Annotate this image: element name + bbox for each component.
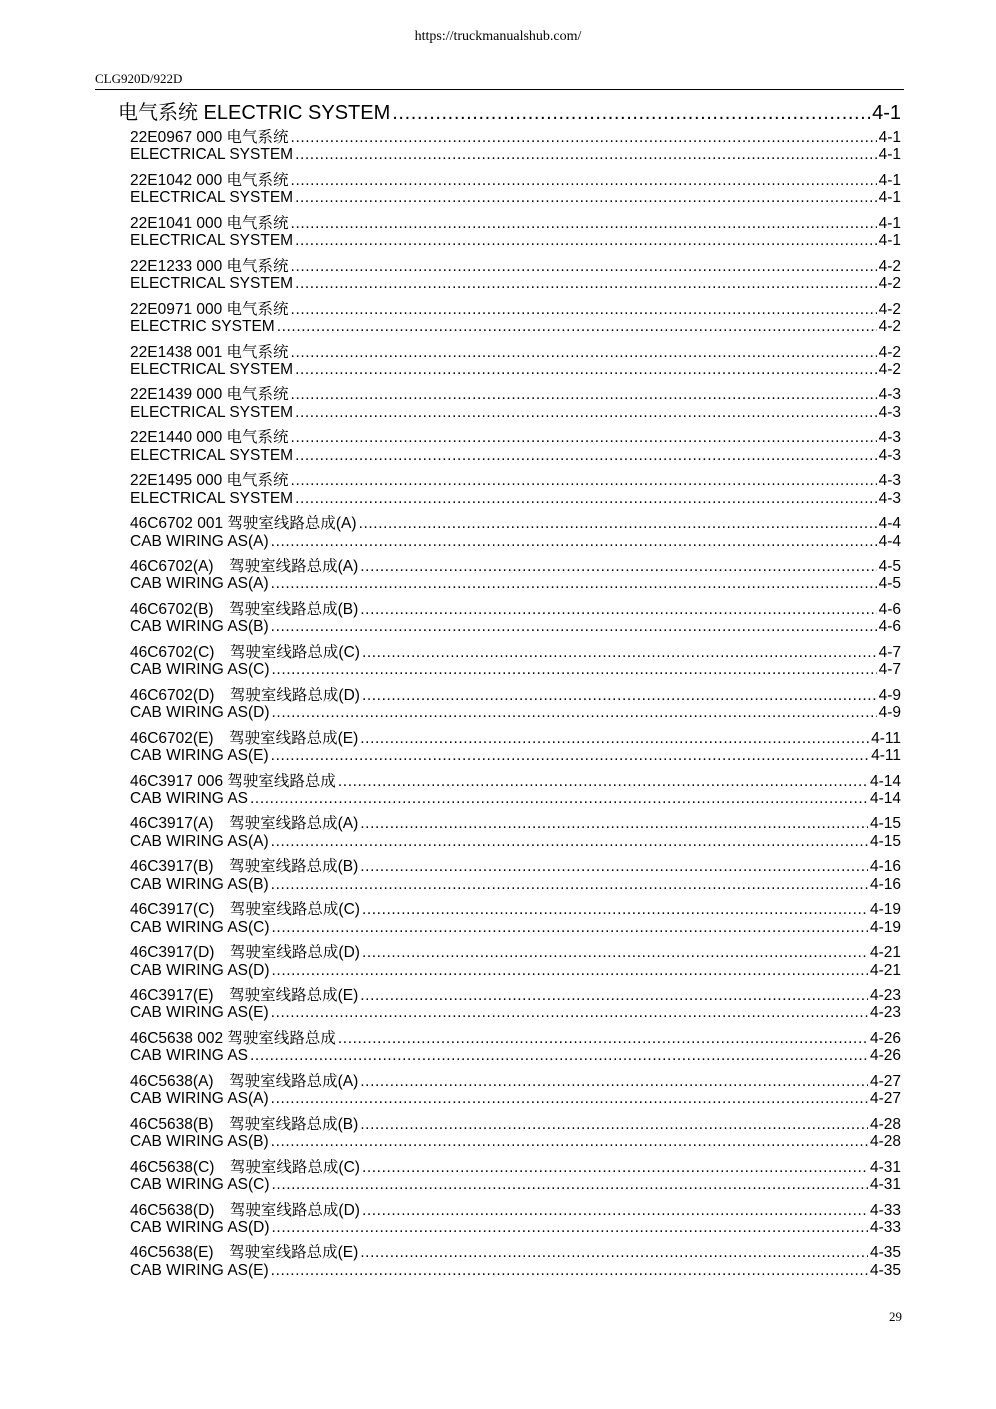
toc-entry-label: 22E1041 000 电气系统 <box>130 214 289 232</box>
toc-entry-page: 4-14 <box>869 789 901 807</box>
toc-entry-label: 46C6702 001 驾驶室线路总成(A) <box>130 515 357 533</box>
toc-entry-label: CAB WIRING AS(A) <box>130 575 269 593</box>
leader-dots <box>362 1202 868 1220</box>
leader-dots <box>360 558 876 576</box>
toc-entry-page: 4-33 <box>869 1218 901 1236</box>
toc-entry-page: 4-14 <box>869 772 901 790</box>
leader-dots <box>272 1176 868 1194</box>
toc-entry[interactable] <box>130 254 901 276</box>
toc-entry-label: 46C5638(A) 驾驶室线路总成(A) <box>130 1072 359 1090</box>
toc-entry[interactable] <box>130 425 901 447</box>
toc-entry-label: 46C6702(D) 驾驶室线路总成(D) <box>130 686 360 704</box>
toc-entry[interactable] <box>130 1262 901 1280</box>
leader-dots <box>362 901 868 919</box>
leader-dots <box>360 987 868 1005</box>
toc-entry-page: 4-1 <box>878 189 901 207</box>
toc-entry[interactable] <box>130 597 901 619</box>
leader-dots <box>272 704 877 722</box>
toc-entry-label: 46C3917(C) 驾驶室线路总成(C) <box>130 901 360 919</box>
toc-entry-page: 4-16 <box>869 875 901 893</box>
toc-entry[interactable] <box>130 854 901 876</box>
toc-entry-label: 22E1233 000 电气系统 <box>130 257 289 275</box>
toc-entry-page: 4-7 <box>878 661 901 679</box>
toc-entry-page: 4-1 <box>878 232 901 250</box>
toc-entry-label: CAB WIRING AS(B) <box>130 1133 269 1151</box>
toc-entry-page: 4-35 <box>869 1261 901 1279</box>
toc-entry[interactable] <box>130 919 901 937</box>
toc-entry-page: 4-5 <box>878 575 901 593</box>
toc-entry-page: 4-19 <box>869 901 901 919</box>
toc-entry-page: 4-7 <box>878 643 901 661</box>
toc-entry-page: 4-3 <box>878 403 901 421</box>
toc-entry-page: 4-3 <box>878 429 901 447</box>
toc-entry-label: 46C6702(A) 驾驶室线路总成(A) <box>130 558 359 575</box>
toc-entry-label: ELECTRICAL SYSTEM <box>130 146 294 164</box>
toc-entry[interactable] <box>130 211 901 233</box>
toc-entry-page: 4-27 <box>869 1072 901 1090</box>
leader-dots <box>295 189 877 207</box>
page-number: 29 <box>889 1309 902 1324</box>
toc-entry[interactable] <box>130 404 901 422</box>
toc-entry-page: 4-6 <box>878 618 901 636</box>
leader-dots <box>291 258 877 276</box>
toc-entry-label: ELECTRICAL SYSTEM <box>130 232 294 250</box>
toc-entry[interactable] <box>130 554 901 576</box>
toc-entry-label: CAB WIRING AS(A) <box>130 532 269 550</box>
leader-dots <box>271 575 877 593</box>
toc-entry-label: ELECTRICAL SYSTEM <box>130 446 294 464</box>
leader-dots <box>359 515 877 533</box>
toc-entry[interactable] <box>130 769 901 791</box>
toc-entry[interactable] <box>130 940 901 962</box>
leader-dots <box>272 661 877 679</box>
toc-entry-page: 4-2 <box>878 360 901 378</box>
leader-dots <box>250 790 868 808</box>
toc-entry-label: CAB WIRING AS(D) <box>130 1218 270 1236</box>
toc-entry-label: CAB WIRING AS(E) <box>130 747 269 765</box>
toc-entry[interactable] <box>130 340 901 362</box>
toc-entry[interactable] <box>130 661 901 679</box>
leader-dots <box>291 215 877 233</box>
leader-dots <box>271 747 869 765</box>
leader-dots <box>360 815 868 833</box>
header-rule <box>95 89 904 90</box>
toc-entry-page: 4-2 <box>878 318 901 336</box>
toc-entry-label: 22E0971 000 电气系统 <box>130 300 289 318</box>
leader-dots <box>291 472 877 490</box>
toc-entry-label: 22E1439 000 电气系统 <box>130 386 289 404</box>
toc-entry-page: 4-26 <box>869 1047 901 1065</box>
toc-entry-page: 4-27 <box>869 1090 901 1108</box>
toc-entry-label: 22E1495 000 电气系统 <box>130 472 289 490</box>
toc-entry-page: 4-11 <box>871 729 901 747</box>
toc-entry[interactable] <box>130 897 901 919</box>
toc-entry[interactable] <box>130 1240 901 1262</box>
toc-entry[interactable] <box>130 511 901 533</box>
toc-entry[interactable] <box>130 1004 901 1022</box>
toc-entry[interactable] <box>130 747 901 765</box>
toc-entry[interactable] <box>130 1176 901 1194</box>
toc-entry-page: 4-31 <box>869 1176 901 1194</box>
toc-entry-page: 4-2 <box>878 300 901 318</box>
toc-entry[interactable] <box>130 983 901 1005</box>
toc-entry[interactable] <box>130 1069 901 1091</box>
leader-dots <box>291 129 877 147</box>
toc-entry-label: 46C3917(D) 驾驶室线路总成(D) <box>130 944 360 962</box>
toc-entry-page: 4-2 <box>878 257 901 275</box>
toc-entry-label: 22E1042 000 电气系统 <box>130 171 289 189</box>
toc-entry-label: 46C6702(B) 驾驶室线路总成(B) <box>130 600 359 618</box>
leader-dots <box>271 1262 868 1280</box>
toc-entry[interactable] <box>130 640 901 662</box>
toc-entry-label: 46C3917(E) 驾驶室线路总成(E) <box>130 987 359 1004</box>
toc-entry-label: CAB WIRING AS <box>130 789 248 807</box>
leader-dots <box>295 447 877 465</box>
toc-entry-label: CAB WIRING AS(C) <box>130 918 270 936</box>
toc-entry[interactable] <box>130 297 901 319</box>
toc-entry[interactable] <box>130 790 901 808</box>
toc-entry-label: CAB WIRING AS(C) <box>130 1176 270 1194</box>
toc-entry[interactable] <box>130 575 901 593</box>
toc-entry[interactable] <box>130 447 901 465</box>
leader-dots <box>360 858 868 876</box>
toc-entry[interactable] <box>130 468 901 490</box>
toc-entry-page: 4-11 <box>871 747 901 765</box>
leader-dots <box>271 833 868 851</box>
toc-entry-page: 4-35 <box>869 1244 901 1262</box>
leader-dots <box>291 172 877 190</box>
leader-dots <box>291 301 877 319</box>
leader-dots <box>271 1133 868 1151</box>
toc-entry-label: 22E1440 000 电气系统 <box>130 429 289 447</box>
leader-dots <box>360 730 869 748</box>
toc-entry-page: 4-28 <box>869 1133 901 1151</box>
toc-entry-label: CAB WIRING AS(A) <box>130 1090 269 1108</box>
toc-entry-label: 46C6702(E) 驾驶室线路总成(E) <box>130 729 359 747</box>
toc-entry[interactable] <box>130 125 901 147</box>
leader-dots <box>392 102 870 125</box>
toc-entry-page: 4-23 <box>869 1004 901 1022</box>
toc-entry-label: 46C5638(D) 驾驶室线路总成(D) <box>130 1201 360 1219</box>
toc-entry-page: 4-9 <box>878 686 901 704</box>
toc-entry-page: 4-6 <box>878 600 901 618</box>
toc-entry-label: CAB WIRING AS(D) <box>130 961 270 979</box>
source-url: https://truckmanualshub.com/ <box>414 29 582 44</box>
leader-dots <box>277 318 877 336</box>
leader-dots <box>271 876 868 894</box>
toc-entry-label: 46C5638(B) 驾驶室线路总成(B) <box>130 1115 359 1133</box>
toc-entry[interactable] <box>130 189 901 207</box>
toc-entry[interactable] <box>130 1112 901 1134</box>
toc-entry[interactable] <box>130 833 901 851</box>
toc-entry[interactable] <box>130 618 901 636</box>
toc-entry-label: CAB WIRING AS(E) <box>130 1261 269 1279</box>
leader-dots <box>291 344 877 362</box>
toc-entry-page: 4-26 <box>869 1029 901 1047</box>
toc-entry[interactable] <box>130 318 901 336</box>
leader-dots <box>295 146 877 164</box>
toc-entry[interactable] <box>130 168 901 190</box>
toc-entry[interactable] <box>130 490 901 508</box>
leader-dots <box>291 429 877 447</box>
toc-entry[interactable] <box>130 726 901 748</box>
toc-entry-label: ELECTRICAL SYSTEM <box>130 360 294 378</box>
toc-main-entry[interactable] <box>118 96 901 125</box>
toc-entry-label: CAB WIRING AS <box>130 1047 248 1065</box>
toc-entry-label: ELECTRIC SYSTEM <box>130 318 275 336</box>
toc-entry-label: CAB WIRING AS(B) <box>130 618 269 636</box>
leader-dots <box>295 232 877 250</box>
toc-entry-page: 4-3 <box>878 472 901 490</box>
toc-entry-page: 4-21 <box>869 944 901 962</box>
toc-entry-page: 4-15 <box>869 815 901 833</box>
toc-entry-label: CAB WIRING AS(D) <box>130 704 270 722</box>
toc-entry[interactable] <box>130 1198 901 1220</box>
toc-entry-label: CAB WIRING AS(A) <box>130 832 269 850</box>
toc-entry-page: 4-1 <box>878 214 901 232</box>
leader-dots <box>295 404 877 422</box>
leader-dots <box>362 944 868 962</box>
toc-entry-page: 4-2 <box>878 343 901 361</box>
toc-entry-page: 4-3 <box>878 489 901 507</box>
toc-entry-page: 4-9 <box>878 704 901 722</box>
toc-entry-page: 4-31 <box>869 1158 901 1176</box>
leader-dots <box>272 962 868 980</box>
toc-entry-label: 46C3917(B) 驾驶室线路总成(B) <box>130 858 359 876</box>
toc-entry[interactable] <box>130 1047 901 1065</box>
leader-dots <box>291 386 877 404</box>
toc-entry-page: 4-5 <box>878 558 901 575</box>
toc-entry-page: 4-3 <box>878 446 901 464</box>
toc-entry-label: CAB WIRING AS(C) <box>130 661 270 679</box>
toc-entry-page: 4-1 <box>878 171 901 189</box>
toc-entry-label: 22E0967 000 电气系统 <box>130 129 289 146</box>
toc-entry-page: 4-23 <box>869 987 901 1004</box>
toc-entry[interactable] <box>130 683 901 705</box>
toc-entry-label: 46C6702(C) 驾驶室线路总成(C) <box>130 643 360 661</box>
toc-entry[interactable] <box>130 1219 901 1237</box>
toc-entry-page: 4-3 <box>878 386 901 404</box>
toc-entry[interactable] <box>130 232 901 250</box>
leader-dots <box>271 618 877 636</box>
toc-entry[interactable] <box>130 533 901 551</box>
leader-dots <box>271 1090 868 1108</box>
leader-dots <box>295 361 877 379</box>
toc-entry[interactable] <box>130 1133 901 1151</box>
leader-dots <box>250 1047 868 1065</box>
toc-entry-label: 22E1438 001 电气系统 <box>130 343 289 361</box>
leader-dots <box>362 687 877 705</box>
toc-entry-label: ELECTRICAL SYSTEM <box>130 489 294 507</box>
toc-entry-page: 4-33 <box>869 1201 901 1219</box>
leader-dots <box>272 1219 868 1237</box>
toc-entry-label: 46C3917(A) 驾驶室线路总成(A) <box>130 815 359 833</box>
leader-dots <box>360 1244 868 1262</box>
toc-entry-label: 46C5638(E) 驾驶室线路总成(E) <box>130 1244 359 1262</box>
toc-entry-label: 46C3917 006 驾驶室线路总成 <box>130 772 336 790</box>
toc-entry-label: ELECTRICAL SYSTEM <box>130 275 294 293</box>
toc-entry[interactable] <box>130 382 901 404</box>
toc-main-label: 电气系统 ELECTRIC SYSTEM <box>118 102 391 124</box>
leader-dots <box>362 644 877 662</box>
leader-dots <box>295 490 877 508</box>
leader-dots <box>338 1030 868 1048</box>
leader-dots <box>295 275 877 293</box>
toc-entry-page: 4-28 <box>869 1115 901 1133</box>
toc-main-page: 4-1 <box>872 102 901 124</box>
toc-entry-label: 46C5638 002 驾驶室线路总成 <box>130 1029 336 1047</box>
toc-entry-page: 4-16 <box>869 858 901 876</box>
leader-dots <box>360 1116 868 1134</box>
toc-entry-page: 4-4 <box>878 532 901 550</box>
leader-dots <box>362 1159 868 1177</box>
toc-entry-page: 4-4 <box>878 515 901 533</box>
toc-entry-label: ELECTRICAL SYSTEM <box>130 403 294 421</box>
toc-entry[interactable] <box>130 275 901 293</box>
document-code: CLG920D/922D <box>95 71 183 86</box>
toc-entry-page: 4-2 <box>878 275 901 293</box>
toc-entry[interactable] <box>130 704 901 722</box>
toc-entry[interactable] <box>130 876 901 894</box>
leader-dots <box>272 919 868 937</box>
toc-entry[interactable] <box>130 1155 901 1177</box>
toc-entry[interactable] <box>130 1026 901 1048</box>
toc-entry[interactable] <box>130 962 901 980</box>
toc-entry[interactable] <box>130 361 901 379</box>
toc-entry-label: CAB WIRING AS(E) <box>130 1004 269 1022</box>
toc-entry[interactable] <box>130 146 901 164</box>
toc-entry-page: 4-1 <box>878 146 901 164</box>
toc-entry-page: 4-19 <box>869 918 901 936</box>
toc-entry-label: CAB WIRING AS(B) <box>130 875 269 893</box>
toc-entry[interactable] <box>130 811 901 833</box>
toc-entry-page: 4-21 <box>869 961 901 979</box>
leader-dots <box>271 533 877 551</box>
toc-entry-label: 46C5638(C) 驾驶室线路总成(C) <box>130 1158 360 1176</box>
leader-dots <box>271 1004 868 1022</box>
leader-dots <box>338 773 868 791</box>
toc-entry[interactable] <box>130 1090 901 1108</box>
toc-entry-page: 4-15 <box>869 832 901 850</box>
leader-dots <box>360 601 876 619</box>
leader-dots <box>360 1073 868 1091</box>
toc-entry-page: 4-1 <box>878 129 901 146</box>
toc-entry-label: ELECTRICAL SYSTEM <box>130 189 294 207</box>
